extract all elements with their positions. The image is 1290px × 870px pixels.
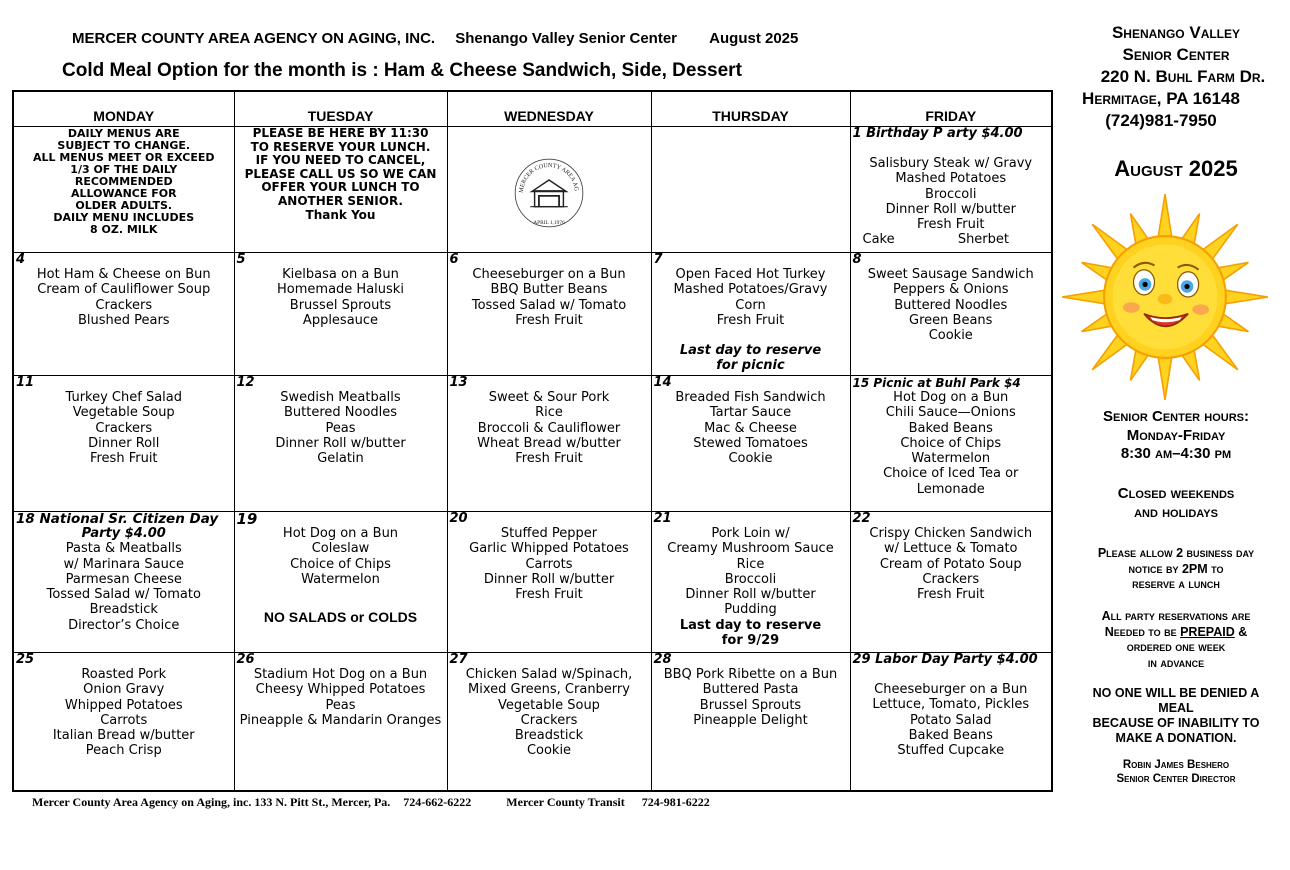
day-header-tuesday: TUESDAY (234, 91, 447, 127)
menu-item: Carrots (525, 556, 573, 572)
footer-agency-phone: 724-662-6222 (403, 795, 472, 809)
menu-item: Watermelon (301, 571, 380, 587)
day-cell (13, 253, 234, 376)
day-number: 26 (236, 652, 255, 667)
menu-item: Fresh Fruit (89, 451, 158, 467)
menu-item: Baked Beans (908, 420, 993, 436)
header-month: August 2025 (709, 30, 799, 47)
day-header-monday: MONDAY (13, 91, 234, 127)
day-cell (651, 512, 850, 653)
sun-face-icon (1060, 192, 1270, 402)
menu-item: Buttered Noodles (283, 405, 398, 421)
day-cell (13, 127, 234, 253)
day-number: 7 (653, 252, 663, 267)
reservation-note: PLEASE BE HERE BY 11:30 TO RESERVE YOUR LUNCH. IF YOU NEED TO CANCEL, PLEASE CALL US SO WE CAN OFFER YOUR LUNCH TO ANOTHER SENIOR. Thank You (244, 126, 437, 222)
menu-item: Cream of Cauliflower Soup (37, 282, 211, 298)
menu-item: Stewed Tomatoes (693, 435, 808, 451)
menu-item: w/ Marinara Sauce (63, 556, 185, 572)
menu-item: Coleslaw (311, 541, 370, 557)
menu-item: Broccoli (724, 571, 777, 587)
menu-item: Cheeseburger on a Bun (472, 267, 626, 282)
menu-item: Dinner Roll w/butter (275, 435, 406, 451)
day-number: 20 (449, 511, 468, 526)
week-row (13, 253, 1052, 376)
menu-item: Sherbet (957, 232, 1009, 248)
day-number: 4 (16, 252, 26, 267)
day-number: 11 (16, 375, 35, 390)
menu-item: Hot Dog on a Bun (893, 390, 1009, 405)
menu-item: Lettuce, Tomato, Pickles (872, 697, 1030, 713)
day-number: 12 (236, 375, 255, 390)
sidebar-month: August 2025 (1114, 156, 1238, 181)
day-cell (13, 653, 234, 791)
menu-item: Fresh Fruit (515, 451, 583, 467)
menu-item: Tossed Salad w/ Tomato (471, 297, 627, 313)
sun-ray (1062, 290, 1107, 304)
menu-item: Corn (735, 297, 766, 313)
menu-item: Brussel Sprouts (289, 297, 392, 313)
menu-item: Parmesan Cheese (65, 571, 182, 587)
day-cell (447, 653, 651, 791)
reserve-deadline-note: Last day to reserve for picnic (679, 343, 822, 374)
menu-item: Buttered Noodles (894, 297, 1008, 313)
address-line: (724)981-7950 (1105, 111, 1217, 130)
menu-item: Applesauce (302, 312, 379, 328)
cold-meal-option: Cold Meal Option for the month is : Ham & Cheese Sandwich, Side, Dessert (62, 60, 742, 81)
menu-item: Cookie (928, 328, 973, 344)
menu-item: Swedish Meatballs (280, 390, 401, 405)
menu-item: Chicken Salad w/Spinach, (465, 667, 633, 682)
menu-item: Chili Sauce—Onions (885, 405, 1016, 421)
day-cell (850, 653, 1052, 791)
day-number: 8 (852, 252, 862, 267)
day-header-thursday: THURSDAY (651, 91, 850, 127)
menu-item: Garlic Whipped Potatoes (469, 541, 629, 557)
menu-item: Stuffed Pepper (500, 526, 598, 541)
menu-item: Stuffed Cupcake (897, 743, 1005, 759)
party-reservation-notice: All party reservations are Needed to be PREPAID & ordered one week in advance (1101, 609, 1251, 670)
agency-seal-logo (513, 157, 585, 229)
day-cell (850, 127, 1052, 253)
week-row (13, 512, 1052, 653)
footer-agency: Mercer County Area Agency on Aging, inc. 133 N. Pitt St., Mercer, Pa. (32, 795, 391, 809)
address-line: 220 N. Buhl Farm Dr. (1100, 67, 1266, 86)
day-number: 5 (236, 252, 246, 267)
menu-item: Gelatin (317, 451, 364, 467)
closed-notice: Closed weekends and holidays (1117, 485, 1235, 521)
day-cell (234, 376, 447, 512)
menu-item: Fresh Fruit (916, 217, 985, 233)
daily-menu-note: DAILY MENUS ARE SUBJECT TO CHANGE. ALL MENUS MEET OR EXCEED 1/3 OF THE DAILY RECOMMENDED ALLOWANCE FOR OLDER ADULTS. DAILY MENU INCLUDES 8 OZ. MILK (32, 127, 215, 236)
menu-item: Pork Loin w/ (711, 526, 790, 541)
address-line: Senior Center (1122, 45, 1230, 64)
menu-item: Breaded Fish Sandwich (675, 390, 826, 405)
reservation-notice: Please allow 2 business day notice by 2PM to reserve a lunch (1097, 546, 1255, 591)
menu-item: Buttered Pasta (702, 682, 799, 698)
menu-item: Crackers (922, 571, 980, 587)
day-number: 21 (653, 511, 672, 526)
menu-item: Pudding (724, 602, 777, 618)
center-name: Shenango Valley Senior Center (455, 30, 677, 47)
menu-item: Choice of Chips (900, 435, 1002, 451)
day-cell (651, 253, 850, 376)
menu-calendar (12, 90, 1053, 792)
menu-item: Cake (862, 232, 895, 248)
menu-item: Open Faced Hot Turkey (675, 267, 826, 282)
menu-item: Broccoli & Cauliflower (477, 420, 621, 436)
menu-item: Hot Dog on a Bun (282, 526, 399, 541)
menu-item: Vegetable Soup (72, 405, 175, 421)
no-salads-note: NO SALADS or COLDS (263, 609, 418, 626)
menu-item: Homemade Haluski (277, 282, 404, 298)
menu-item: Peppers & Onions (893, 282, 1009, 298)
day-cell (850, 253, 1052, 376)
menu-item: Fresh Fruit (716, 312, 785, 328)
day-cell (13, 512, 234, 653)
menu-item: Potato Salad (909, 712, 992, 728)
menu-item: Stadium Hot Dog on a Bun (253, 667, 428, 682)
day-number: 28 (653, 652, 672, 667)
menu-item: Carrots (100, 712, 148, 728)
day-cell (651, 127, 850, 253)
menu-item: Pineapple & Mandarin Oranges (239, 712, 442, 728)
director-signature: Robin James Beshero Senior Center Director (1116, 759, 1236, 785)
party-price: Party $4.00 (81, 526, 166, 541)
menu-item: Peas (325, 420, 356, 436)
day-cell (850, 512, 1052, 653)
menu-item: Hot Ham & Cheese on Bun (36, 267, 211, 282)
day-header-friday: FRIDAY (850, 91, 1052, 127)
menu-item: Mixed Greens, Cranberry (468, 682, 630, 698)
menu-item: Cheesy Whipped Potatoes (255, 682, 426, 698)
day-number: 22 (852, 511, 871, 526)
menu-item: Peach Crisp (85, 743, 162, 759)
menu-item: Turkey Chef Salad (65, 390, 182, 405)
menu-item: Dinner Roll w/butter (483, 571, 615, 587)
weekday-header-row (13, 91, 1052, 127)
menu-item: Crackers (520, 712, 578, 728)
day-number: 6 (449, 252, 459, 267)
day-cell (447, 127, 651, 253)
menu-item: Cheeseburger on a Bun (874, 682, 1028, 697)
day-cell (447, 376, 651, 512)
day-cell (447, 512, 651, 653)
menu-item: BBQ Butter Beans (490, 282, 608, 298)
menu-item: Onion Gravy (83, 682, 165, 698)
menu-item: Mashed Potatoes/Gravy (673, 282, 828, 298)
day-cell (234, 512, 447, 653)
menu-item: Watermelon (911, 451, 991, 467)
day-cell (447, 253, 651, 376)
menu-item: Breadstick (89, 602, 158, 618)
sun-ray (1158, 355, 1172, 400)
menu-item: Cookie (526, 743, 572, 759)
address-line: Shenango Valley (1111, 23, 1241, 42)
day-number: 25 (16, 652, 35, 667)
menu-item: Salisbury Steak w/ Gravy (869, 156, 1033, 171)
menu-item: Whipped Potatoes (64, 697, 183, 713)
sun-ray (1158, 194, 1172, 239)
menu-item: Fresh Fruit (515, 312, 583, 328)
menu-item: Rice (736, 556, 765, 572)
menu-item: Roasted Pork (81, 667, 167, 682)
footer-transit: Mercer County Transit (506, 795, 625, 809)
menu-item: Dinner Roll w/butter (885, 201, 1016, 217)
menu-item: Choice of Chips (290, 556, 391, 572)
day-number: 1 Birthday P arty $4.00 (852, 126, 1023, 141)
day-number: 27 (449, 652, 468, 667)
menu-item: Cookie (728, 451, 773, 467)
day-number: 18 National Sr. Citizen Day (16, 511, 219, 527)
menu-item: Lemonade (916, 481, 985, 497)
center-address (1066, 22, 1286, 132)
day-number: 19 (236, 510, 258, 528)
day-cell (13, 376, 234, 512)
menu-item: Tossed Salad w/ Tomato (46, 587, 201, 603)
day-number: 15 Picnic at Buhl Park $4 (852, 376, 1021, 390)
menu-item: Baked Beans (908, 727, 993, 743)
menu-item: Green Beans (909, 312, 993, 328)
menu-item: Mashed Potatoes (895, 171, 1007, 187)
agency-name: MERCER COUNTY AREA AGENCY ON AGING, INC. (72, 30, 436, 47)
menu-item: Cream of Potato Soup (879, 556, 1022, 572)
menu-item: Rice (535, 405, 563, 421)
week-row (13, 376, 1052, 512)
menu-item: Vegetable Soup (498, 697, 600, 713)
day-cell (850, 376, 1052, 512)
menu-item: Mac & Cheese (704, 420, 797, 436)
menu-item: Dinner Roll w/butter (685, 587, 816, 603)
menu-item: Pineapple Delight (693, 712, 808, 728)
sun-ray (1223, 290, 1268, 304)
reserve-deadline-note: Last day to reserve for 9/29 (679, 617, 822, 649)
menu-item: BBQ Pork Ribette on a Bun (663, 667, 838, 682)
day-cell (234, 653, 447, 791)
footer (32, 795, 710, 810)
menu-item: Crackers (95, 297, 153, 313)
donation-notice: NO ONE WILL BE DENIED A MEAL BECAUSE OF INABILITY TO MAKE A DONATION. (1092, 686, 1260, 745)
menu-item: Wheat Bread w/butter (477, 435, 621, 451)
menu-item: Fresh Fruit (515, 587, 583, 603)
day-header-wednesday: WEDNESDAY (447, 91, 651, 127)
menu-item: Crispy Chicken Sandwich (869, 526, 1033, 541)
menu-item: Peas (325, 697, 356, 713)
menu-item: Fresh Fruit (916, 587, 985, 603)
center-hours: Senior Center hours: Monday-Friday 8:30 am–4:30 pm (1102, 408, 1249, 462)
menu-item: w/ Lettuce & Tomato (883, 541, 1018, 557)
day-cell (651, 653, 850, 791)
week-row (13, 127, 1052, 253)
day-number: 29 Labor Day Party $4.00 (852, 652, 1038, 667)
menu-item: Sweet Sausage Sandwich (867, 267, 1034, 282)
day-cell (234, 127, 447, 253)
week-row (13, 653, 1052, 791)
menu-item: Brussel Sprouts (699, 697, 802, 713)
menu-item: Italian Bread w/butter (52, 728, 195, 744)
footer-transit-phone: 724-981-6222 (641, 795, 710, 809)
menu-item: Creamy Mushroom Sauce (667, 541, 834, 557)
menu-item: Dinner Roll (88, 435, 160, 451)
day-cell (651, 376, 850, 512)
svg-text:APRIL 1,1976: APRIL 1,1976 (533, 219, 565, 226)
menu-item: Crackers (95, 420, 153, 436)
menu-item: Tartar Sauce (709, 405, 792, 421)
address-line: Hermitage, PA 16148 (1082, 89, 1240, 108)
menu-item: Sweet & Sour Pork (488, 390, 610, 405)
svg-text:MERCER COUNTY AREA AGENCY ON A: MERCER COUNTY AREA AG (518, 163, 579, 194)
menu-item: Kielbasa on a Bun (282, 267, 399, 282)
menu-item: Breadstick (514, 728, 584, 744)
day-number: 14 (653, 375, 672, 390)
menu-item: Choice of Iced Tea or (883, 466, 1019, 482)
day-number: 13 (449, 375, 468, 390)
menu-item: Broccoli (925, 186, 977, 202)
day-cell (234, 253, 447, 376)
menu-item: Blushed Pears (77, 312, 170, 328)
menu-item: Pasta & Meatballs (65, 541, 182, 557)
menu-item: Director’s Choice (68, 617, 180, 633)
header-line (72, 30, 798, 47)
